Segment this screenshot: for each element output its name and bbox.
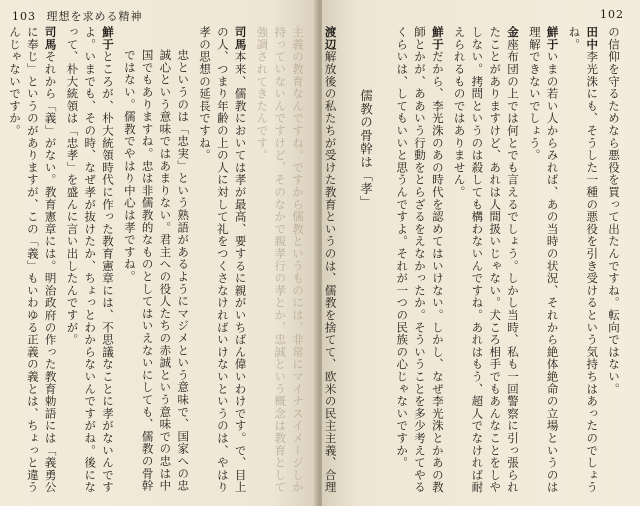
speaker-label: 司馬 <box>233 26 248 51</box>
speaker-label: 渡辺 <box>323 26 338 51</box>
paragraph-text: の信仰を守るためなら悪役を買って出たんですね。転向ではない。 <box>607 26 621 395</box>
left-paragraph <box>5 26 58 496</box>
left-page-number: 103 <box>12 10 36 23</box>
speaker-label: 鮮于 <box>101 26 116 51</box>
right-paragraph <box>604 26 622 496</box>
paragraph-text: 解放後の私たちが受けた教育というのは、儒教を捨てて、欧米の民主主義、合理 <box>323 50 338 494</box>
left-paragraph <box>120 26 191 496</box>
right-paragraph <box>450 26 521 496</box>
left-page-body <box>8 26 306 496</box>
paragraph-text: それから「義」がない。教育憲章には。明治政府の作った教育勅語には「義勇公に奉じ」というのがありますが、この「義」もいわゆる正義の義とは、ちょっと違うんじゃないですか。 <box>8 26 58 494</box>
speaker-label: 鮮于 <box>545 26 560 51</box>
left-paragraph <box>253 26 306 496</box>
paragraph-text: 忠というのは「忠実」という熟語があるようにマジメという意味で、国家への忠誠心という意味ではあまりない。君主への役人たちの赤誠という意味での忠は中国でもありますね。忠は非儒教的なものとしてはいえないにしても、儒教の骨幹ではない。儒教でやはり中心は孝ですね。 <box>122 49 191 492</box>
left-paragraph <box>195 26 248 496</box>
speaker-label: 司馬 <box>43 26 58 51</box>
right-page-number: 102 <box>600 8 624 21</box>
running-head: 理想を求める精神 <box>46 10 143 23</box>
paragraph-text: 主義の教育なんですね。ですから儒教というものには、非常にマイナスイメージしか持っていないんですけど、そのなかで親孝行の孝とか、忠誠という概念は教育として強調されてきたんです。 <box>255 26 305 494</box>
paragraph-text: 李光洙にも、そうした一種の悪役を引き受けるという気持ちはあったのでしょうね。 <box>567 26 600 494</box>
right-paragraph <box>565 26 601 496</box>
left-paragraph <box>63 26 116 496</box>
paragraph-text: いまの若い人からみれば、あの当時の状況、それから絶体絶命の立場というのは理解できないでしょう。 <box>527 26 560 494</box>
section-heading-text: 儒教の骨幹は「孝」 <box>358 88 374 209</box>
right-page-header <box>600 8 624 21</box>
paragraph-text: 本来、儒教においては孝が最高、要するに親がいちばん偉いわけです。で、目上の人、つまり年齢の上の人に対して礼をつくさなければいけないというのは、やはり孝の思想の延長ですね。 <box>198 26 248 494</box>
left-page-header <box>12 8 143 24</box>
right-paragraph <box>525 26 561 496</box>
section-heading <box>357 26 375 496</box>
paragraph-text: だから、李光洙のあの時代を認めてはいけない。しかし、なぜ李光洙とかあの教師とかが、ああいう行動をとらざるをえなかったか。そういうことを多少考えてやるくらいは、してもいいと思うんですよ。それが一つの民族の心じゃないですか。 <box>395 26 445 494</box>
paragraph-text: ところが、朴大統領時代に作った教育憲章には、不思議なことに孝がないんですよ。いまでも、その時、なぜ孝が抜けたか、ちょっとわからないんですがね。後になって、朴大統領は「忠孝」を盛んに言い出したんですが。 <box>65 26 116 494</box>
paragraph-text: 座布団の上では何とでも言えるでしょう。しかし当時、私も一回警察に引っ張られたことがありますけど、あれは人間扱いじゃない。犬ころ相手でもあんなことをしやしない。拷問というのは殺しても構わないんですね。あれはもう、超人でなければ耐えられるものではありません。 <box>452 26 521 494</box>
left-page <box>0 0 318 506</box>
speaker-label: 金 <box>506 26 521 39</box>
right-paragraph <box>321 26 339 496</box>
right-paragraph <box>392 26 445 496</box>
speaker-label: 鮮于 <box>430 26 445 51</box>
right-page <box>322 0 640 506</box>
right-page-body <box>323 26 622 496</box>
speaker-label: 田中 <box>585 26 600 51</box>
